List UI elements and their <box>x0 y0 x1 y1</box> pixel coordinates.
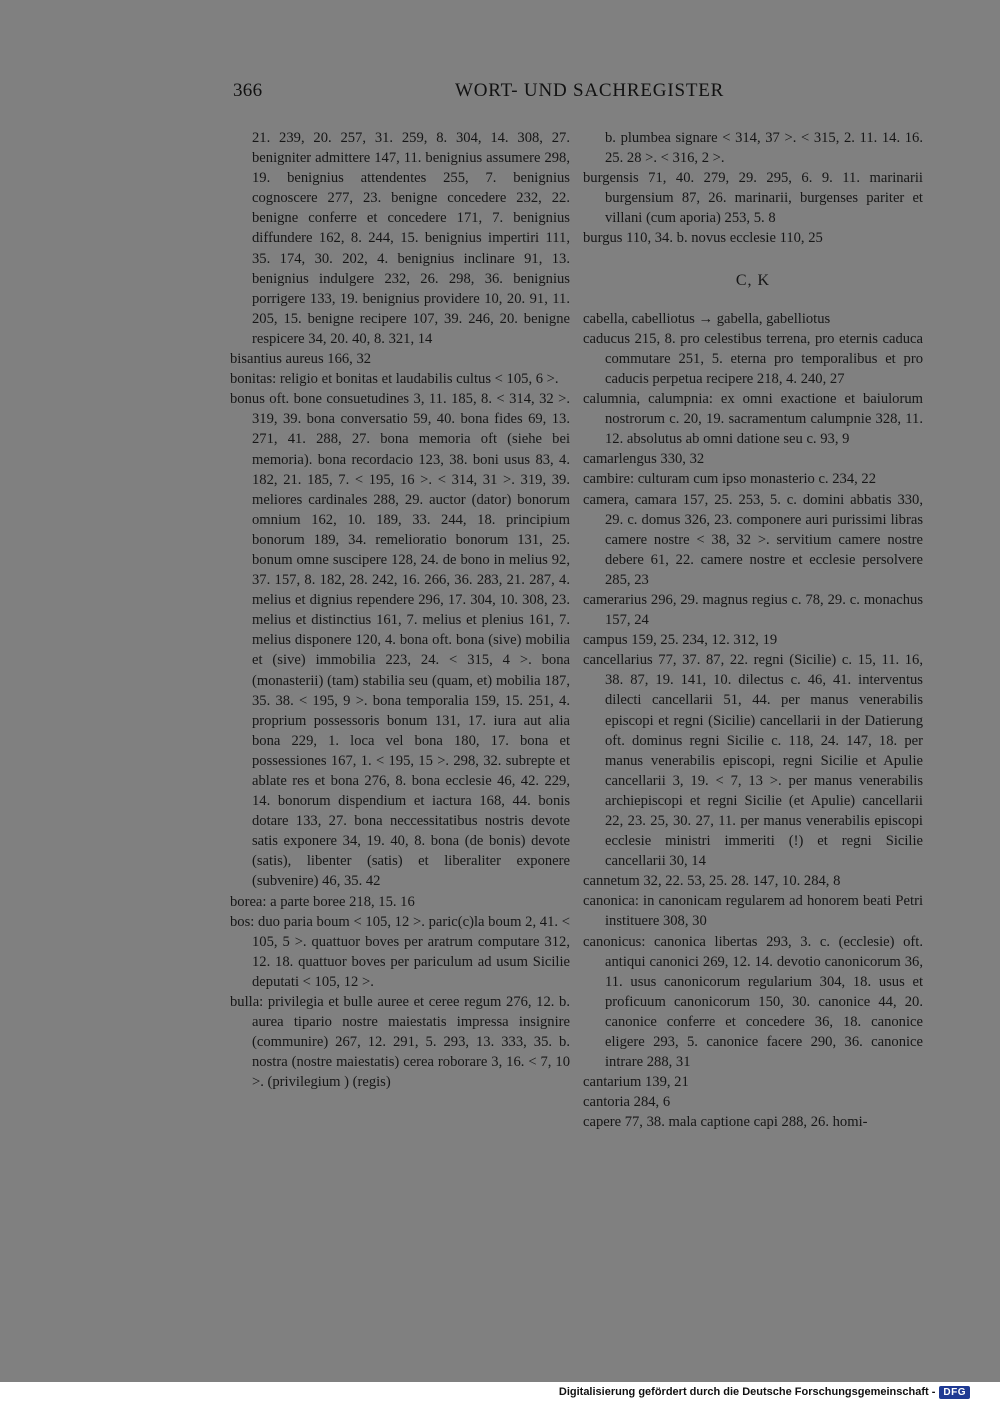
index-entry: camera, camara 157, 25. 253, 5. c. domini abbatis 330, 29. c. domus 326, 23. componere auri purissimi libras camere nostre < 38, 32 >. servitium camere nostre debere 61, 22. camere nostre et ecclesie persolvere 285, 23 <box>583 491 923 588</box>
footer <box>559 1384 970 1400</box>
index-entry: cambire: culturam cum ipso monasterio c. 234, 22 <box>583 471 877 488</box>
index-entry: burgensis 71, 40. 279, 29. 295, 6. 9. 11. marinarii burgensium 87, 26. marinarii, burgenses pariter et villani (cum aporia) 253, 5. 8 <box>583 170 923 227</box>
index-entry: caducus 215, 8. pro celestibus terrena, pro eternis caduca commutare 251, 5. eterna pro temporalibus et pro caducis perpetua recipere 218, 4. 240, 27 <box>583 330 923 387</box>
index-entry: bos: duo paria boum < 105, 12 >. paric(c)la boum 2, 41. < 105, 5 >. quattuor boves per aratrum computare 312, 12. 18. quattuor boves per pariculum ad usum Sicilie deputati < 105, 12 >. <box>230 913 570 990</box>
index-entry: bonitas: religio et bonitas et laudabilis cultus < 105, 6 >. <box>230 371 559 388</box>
index-entry: camerarius 296, 29. magnus regius c. 78, 29. c. monachus 157, 24 <box>583 591 923 629</box>
footer-credit: Digitalisierung gefördert durch die Deutsche Forschungsgemeinschaft - <box>558 1386 936 1398</box>
index-entry: burgus 110, 34. b. novus ecclesie 110, 25 <box>583 230 823 247</box>
right-column <box>583 128 923 1133</box>
dfg-logo: DFG <box>939 1386 970 1399</box>
index-entry: canonica: in canonicam regularem ad honorem beati Petri instituere 308, 30 <box>583 893 923 930</box>
index-entry: b. plumbea signare < 314, 37 >. < 315, 2. 11. 14. 16. 25. 28 >. < 316, 2 >. <box>605 130 923 167</box>
index-entry: cannetum 32, 22. 53, 25. 28. 147, 10. 284, 8 <box>583 873 841 890</box>
left-column <box>230 128 570 1093</box>
index-entry: cantoria 284, 6 <box>583 1094 671 1111</box>
index-entry: capere 77, 38. mala captione capi 288, 26. homi- <box>583 1114 868 1131</box>
page-number: 366 <box>233 80 263 101</box>
index-entry: campus 159, 25. 234, 12. 312, 19 <box>583 632 778 649</box>
index-entry: camarlengus 330, 32 <box>583 451 705 468</box>
section-heading: C, K <box>735 271 771 289</box>
index-entry: borea: a parte boree 218, 15. 16 <box>230 893 415 910</box>
index-entry: cancellarius 77, 37. 87, 22. regni (Sicilie) c. 15, 11. 16, 38. 87, 19. 141, 10. dilectus c. 46, 41. interventus dilecti cancellarii 51, 44. per manus venerabilis episcopi et regni (Sicilie) cancellarii in der Datierung oft. dominus regni Sicilie c. 118, 24. 147, 18. per manus venerabilis episcopi, regni Sicilie et Apulie cancellarii 3, 19. < 7, 13 >. per manus venerabilis archiepiscopi et regni Sicilie (et Apulie) cancellarii 22, 23. 25, 30. 27, 11. per manus venerabilis episcopi ecclesie ministri immeriti (!) et regni Sicilie cancellarii 30, 14 <box>583 652 923 870</box>
index-entry: cabella, cabelliotus → gabella, gabelliotus <box>583 310 831 327</box>
index-entry: calumnia, calumpnia: ex omni exactione et baiulorum nostrorum c. 20, 19. sacramentum calumpnie 328, 11. 12. absolutus ab omni datione seu c. 93, 9 <box>583 391 923 448</box>
index-entry: canonicus: canonica libertas 293, 3. c. (ecclesie) oft. antiqui canonici 269, 12. 14. devotio canonicorum 36, 11. usus canonicorum regularium 304, 18. usus et proficuum canonicorum 150, 30. canonice 44, 20. canonice conferre et concedere 36, 18. canonice eligere 293, 5. canonice facere 290, 36. canonice intrare 288, 31 <box>583 933 923 1071</box>
index-entry: bonus oft. bone consuetudines 3, 11. 185, 8. < 314, 32 >. 319, 39. bona conversatio 59, 40. bona fides 69, 13. 271, 41. 288, 27. bona memoria oft (siehe bei memoria). bona recordacio 123, 38. boni usus 83, 4. 182, 21. 185, 7. < 195, 16 >. < 314, 31 >. 319, 39. meliores cardinales 288, 29. auctor (dator) bonorum omnium 162, 10. 189, 33. 244, 18. principium bonorum 189, 34. remelioratio bonorum 131, 25. bonum omne suscipere 128, 24. de bono in melius 92, 37. 157, 8. 182, 28. 242, 16. 266, 36. 283, 21. 287, 4. melius et dignius rependere 296, 17. 304, 10. 308, 23. melius et distinctius 161, 7. melius et plenius 161, 7. melius disponere 120, 4. bona oft. bona (sive) mobilia et (sive) immobilia 223, 24. < 315, 4 >. bona (monasterii) (tam) stabilia seu (quam, et) mobilia 187, 35. 38. < 195, 9 >. bona temporalia 159, 15. 251, 4. proprium possessoris bonum 131, 17. iura aut alia bona 229, 1. loca vel bona 180, 17. bona et possessiones 167, 1. < 195, 15 >. 298, 32. subrepte et ablate res et bona 276, 8. bona ecclesie 46, 42. 229, 14. bonorum dispendium et iactura 168, 44. bonis dotare 133, 27. bona neccessitatibus nostris devote satis exponere 34, 19. 40, 8. bona (de bonis) devote (satis), libenter (satis) et liberaliter exponere (subvenire) 46, 35. 42 <box>230 391 570 890</box>
index-entry: bisantius aureus 166, 32 <box>230 351 372 368</box>
index-entry: 21. 239, 20. 257, 31. 259, 8. 304, 14. 308, 27. benigniter admittere 147, 11. benignius assumere 298, 19. benignius attendentes 255, 7. benignius cognoscere 277, 23. benigne concedere 232, 22. benigne conferre et concedere 171, 7. benignius diffundere 162, 8. 244, 15. benignius impertiri 111, 35. 174, 30. 202, 4. benignius inclinare 91, 13. benignius indulgere 232, 26. 298, 36. benignius porrigere 133, 19. benignius providere 10, 20. 91, 11. 205, 15. benigne recipere 107, 39. 246, 20. benigne respicere 34, 20. 40, 8. 321, 14 <box>252 130 570 347</box>
page-title: WORT- UND SACHREGISTER <box>455 80 725 101</box>
index-entry: cantarium 139, 21 <box>583 1074 689 1091</box>
index-entry: bulla: privilegia et bulle auree et ceree regum 276, 12. b. aurea tipario nostre maiestatis impressa insignire (communire) 267, 12. 291, 5. 293, 13. 333, 35. b. nostra (nostre maiestatis) cerea roborare 3, 16. < 7, 10 >. (privilegium ) (regis) <box>230 994 570 1091</box>
